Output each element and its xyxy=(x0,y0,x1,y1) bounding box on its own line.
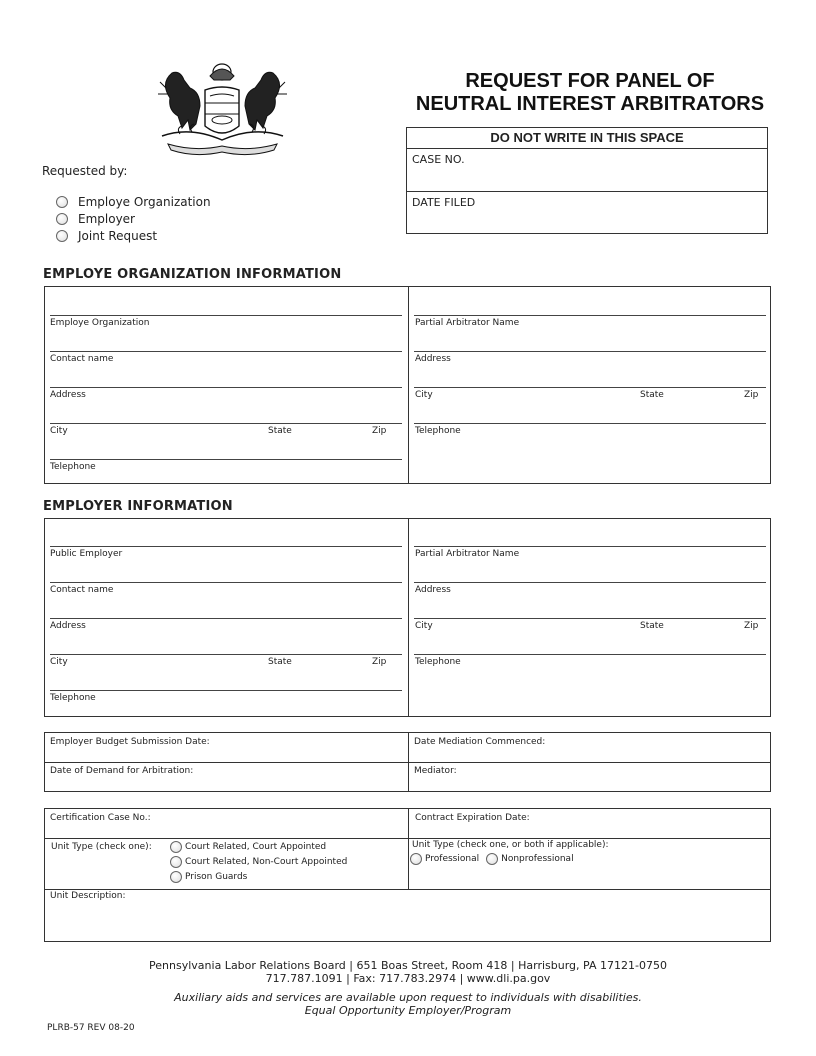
case-no-field xyxy=(407,149,767,191)
employer-contact-input[interactable] xyxy=(50,582,402,583)
employe-arb-address-label: Address xyxy=(415,354,451,364)
requested-by-options xyxy=(56,193,211,244)
option-label: Court Related, Court Appointed xyxy=(185,841,327,852)
employe-state-label: State xyxy=(268,426,292,436)
date-filed-label: DATE FILED xyxy=(412,196,476,209)
unit-box xyxy=(44,808,771,942)
title-line-2: NEUTRAL INTEREST ARBITRATORS xyxy=(415,93,765,115)
employe-arb-telephone-input[interactable] xyxy=(414,423,766,424)
option-label: Employe Organization xyxy=(78,194,211,209)
employe-contact-input[interactable] xyxy=(50,351,402,352)
option-employe-organization[interactable] xyxy=(56,193,211,210)
radio-non-court-appointed[interactable] xyxy=(170,856,182,868)
employe-telephone-label: Telephone xyxy=(50,462,96,472)
employe-organization-input[interactable] xyxy=(50,315,402,316)
employer-arb-address-label: Address xyxy=(415,585,451,595)
mediator-label: Mediator: xyxy=(414,766,457,776)
title-line-1: REQUEST FOR PANEL OF xyxy=(465,70,715,92)
radio-nonprofessional[interactable] xyxy=(486,853,498,865)
employe-city-input[interactable] xyxy=(50,423,402,424)
date-filed-field xyxy=(407,191,767,234)
unit-type2-options xyxy=(410,853,574,865)
employer-address-label: Address xyxy=(50,621,86,631)
employer-arb-zip-label: Zip xyxy=(744,621,759,631)
employe-arbitrator-input[interactable] xyxy=(414,315,766,316)
employe-contact-label: Contact name xyxy=(50,354,114,364)
employer-address-input[interactable] xyxy=(50,618,402,619)
employe-address-label: Address xyxy=(50,390,86,400)
employe-arb-zip-label: Zip xyxy=(744,390,759,400)
budget-date-label: Employer Budget Submission Date: xyxy=(50,737,210,747)
employer-zip-label: Zip xyxy=(372,657,387,667)
radio-employer[interactable] xyxy=(56,213,68,225)
case-no-label: CASE NO. xyxy=(412,153,465,166)
dates-box xyxy=(44,732,771,792)
employer-info-box xyxy=(44,518,771,717)
option-label: Employer xyxy=(78,211,135,226)
option-court-appointed[interactable] xyxy=(170,839,347,854)
option-professional-label: Professional xyxy=(425,854,480,864)
option-label: Prison Guards xyxy=(185,871,248,882)
unit-type2-label: Unit Type (check one, or both if applicable): xyxy=(412,840,609,850)
radio-prison-guards[interactable] xyxy=(170,871,182,883)
employer-arb-city-input[interactable] xyxy=(414,618,766,619)
office-use-header: DO NOT WRITE IN THIS SPACE xyxy=(407,128,767,149)
employer-arb-telephone-input[interactable] xyxy=(414,654,766,655)
employe-section-title: EMPLOYE ORGANIZATION INFORMATION xyxy=(43,267,342,282)
form-title xyxy=(400,70,780,116)
employe-city-label: City xyxy=(50,426,68,436)
employe-zip-label: Zip xyxy=(372,426,387,436)
footer-contact: 717.787.1091 | Fax: 717.783.2974 | www.dli.pa.gov xyxy=(265,972,551,985)
employer-arb-city-label: City xyxy=(415,621,433,631)
unit-type-options xyxy=(170,839,347,884)
employer-telephone-input[interactable] xyxy=(50,690,402,691)
employer-telephone-label: Telephone xyxy=(50,693,96,703)
employer-arbitrator-input[interactable] xyxy=(414,546,766,547)
employer-state-label: State xyxy=(268,657,292,667)
employer-section-title: EMPLOYER INFORMATION xyxy=(43,499,233,514)
employe-arbitrator-label: Partial Arbitrator Name xyxy=(415,318,520,328)
employe-address-input[interactable] xyxy=(50,387,402,388)
radio-professional[interactable] xyxy=(410,853,422,865)
mediation-date-label: Date Mediation Commenced: xyxy=(414,737,546,747)
option-joint-request[interactable] xyxy=(56,227,211,244)
employe-arb-city-label: City xyxy=(415,390,433,400)
radio-court-appointed[interactable] xyxy=(170,841,182,853)
option-prison-guards[interactable] xyxy=(170,869,347,884)
public-employer-input[interactable] xyxy=(50,546,402,547)
option-nonprofessional-label: Nonprofessional xyxy=(501,854,574,864)
public-employer-label: Public Employer xyxy=(50,549,123,559)
employe-arb-state-label: State xyxy=(640,390,664,400)
requested-by-label: Requested by: xyxy=(42,164,128,178)
demand-date-label: Date of Demand for Arbitration: xyxy=(50,766,194,776)
employe-telephone-input[interactable] xyxy=(50,459,402,460)
footer-accessibility: Auxiliary aids and services are available upon request to individuals with disabilities. xyxy=(174,991,642,1004)
footer-address: Pennsylvania Labor Relations Board | 651 Boas Street, Room 418 | Harrisburg, PA 17121-0750 xyxy=(149,959,667,972)
employer-arb-telephone-label: Telephone xyxy=(415,657,461,667)
footer-eeo: Equal Opportunity Employer/Program xyxy=(304,1004,512,1017)
radio-employe-organization[interactable] xyxy=(56,196,68,208)
employe-arb-telephone-label: Telephone xyxy=(415,426,461,436)
pennsylvania-seal-icon xyxy=(150,58,295,158)
employe-info-box xyxy=(44,286,771,484)
option-label: Joint Request xyxy=(78,228,158,243)
employer-arbitrator-label: Partial Arbitrator Name xyxy=(415,549,520,559)
employer-city-input[interactable] xyxy=(50,654,402,655)
employe-arb-address-input[interactable] xyxy=(414,351,766,352)
employer-arb-state-label: State xyxy=(640,621,664,631)
employer-arb-address-input[interactable] xyxy=(414,582,766,583)
radio-joint-request[interactable] xyxy=(56,230,68,242)
option-employer[interactable] xyxy=(56,210,211,227)
option-non-court-appointed[interactable] xyxy=(170,854,347,869)
employer-city-label: City xyxy=(50,657,68,667)
employe-arb-city-input[interactable] xyxy=(414,387,766,388)
unit-description-label: Unit Description: xyxy=(50,891,126,901)
office-use-box xyxy=(406,127,768,234)
contract-exp-label: Contract Expiration Date: xyxy=(415,813,530,823)
cert-case-label: Certification Case No.: xyxy=(50,813,151,823)
unit-type-label: Unit Type (check one): xyxy=(51,842,152,852)
form-id: PLRB-57 REV 08-20 xyxy=(47,1023,135,1033)
employe-organization-label: Employe Organization xyxy=(50,318,150,328)
employer-contact-label: Contact name xyxy=(50,585,114,595)
option-label: Court Related, Non-Court Appointed xyxy=(185,856,348,867)
